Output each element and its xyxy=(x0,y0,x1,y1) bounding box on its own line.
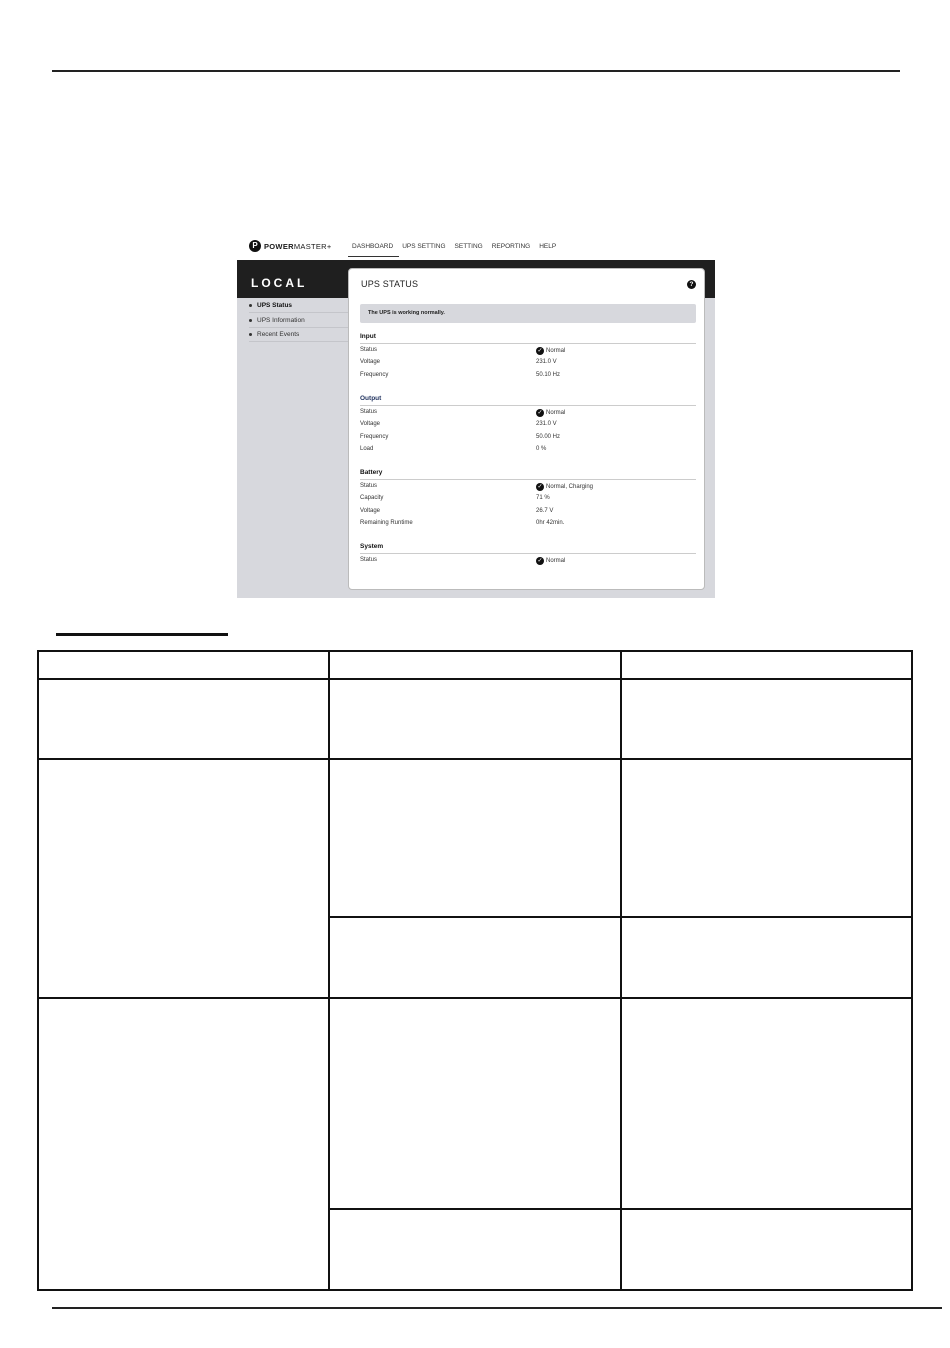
row-label: Status xyxy=(360,347,378,353)
row-value: 231.0 V xyxy=(536,359,557,366)
section-heading: Input xyxy=(360,333,696,344)
row-value: ✓ Normal xyxy=(537,558,566,564)
row-value: 0hr 42min. xyxy=(536,519,565,526)
data-row xyxy=(360,443,696,455)
section-heading: System xyxy=(360,543,696,554)
row-value: 50.00 Hz xyxy=(536,433,561,440)
data-row xyxy=(360,369,696,381)
row-label: Voltage xyxy=(360,421,381,428)
row-label: Frequency xyxy=(360,371,389,378)
powermaster-logo[interactable] xyxy=(249,240,332,252)
table-border-top xyxy=(37,650,913,652)
data-row xyxy=(360,505,696,517)
system-section xyxy=(360,543,696,566)
row-divider xyxy=(37,997,913,999)
row-value: 0 % xyxy=(536,445,547,452)
data-row xyxy=(360,356,696,368)
question-icon[interactable]: ? xyxy=(687,280,696,289)
column-divider xyxy=(328,650,330,1291)
powermaster-logo-icon: P xyxy=(249,240,261,252)
top-rule xyxy=(52,70,900,72)
row-value: 26.7 V xyxy=(536,507,554,514)
row-value: 231.0 V xyxy=(536,421,557,428)
row-value: ✓ Normal xyxy=(537,410,566,416)
bullet-icon xyxy=(249,333,252,336)
nav-reporting[interactable]: REPORTING xyxy=(491,243,531,250)
row-label: Load xyxy=(360,445,374,452)
section-heading: Battery xyxy=(360,469,696,480)
table-border-left xyxy=(37,650,39,1291)
battery-section xyxy=(360,469,696,529)
ups-status-panel xyxy=(348,268,705,590)
data-row xyxy=(360,431,696,443)
sidebar-title: LOCAL xyxy=(251,276,308,290)
section-heading: Output xyxy=(360,395,696,406)
row-label: Remaining Runtime xyxy=(360,519,413,526)
row-label: Status xyxy=(360,409,378,415)
nav-dashboard[interactable]: DASHBOARD xyxy=(350,243,400,257)
nav-menu xyxy=(350,243,563,257)
empty-table-grid xyxy=(37,650,913,1291)
sub-row-divider xyxy=(328,1208,913,1210)
nav-help[interactable]: HELP xyxy=(539,243,557,250)
table-border-bottom xyxy=(37,1289,913,1291)
row-label: Status xyxy=(360,483,378,489)
sidebar-item-ups-information[interactable] xyxy=(249,313,348,328)
bullet-icon xyxy=(249,319,252,322)
data-row xyxy=(360,344,696,356)
bullet-icon xyxy=(249,304,252,307)
check-circle-icon: ✓ xyxy=(537,484,543,490)
row-label: Voltage xyxy=(360,507,381,514)
data-row xyxy=(360,418,696,430)
sidebar-item-recent-events[interactable] xyxy=(249,327,348,342)
status-message: The UPS is working normally. xyxy=(360,304,696,323)
sidebar-item-label: UPS Information xyxy=(257,316,305,324)
row-value: ✓ Normal, Charging xyxy=(537,484,594,490)
column-divider xyxy=(620,650,622,1291)
check-circle-icon: ✓ xyxy=(537,558,543,564)
check-circle-icon: ✓ xyxy=(537,410,543,416)
sub-row-divider xyxy=(328,916,913,918)
nav-ups-setting[interactable]: UPS SETTING xyxy=(402,243,446,250)
input-section xyxy=(360,333,696,381)
data-row xyxy=(360,480,696,492)
sidebar xyxy=(237,298,348,598)
logo-text: POWERMASTER+ xyxy=(264,241,332,251)
nav-setting[interactable]: SETTING xyxy=(454,243,483,250)
row-value: ✓ Normal xyxy=(537,348,566,354)
data-row xyxy=(360,492,696,504)
sidebar-item-label: UPS Status xyxy=(257,301,293,309)
data-row xyxy=(360,554,696,566)
section-underline xyxy=(56,633,228,636)
data-row xyxy=(360,406,696,418)
row-value: 50.10 Hz xyxy=(536,371,561,378)
row-label: Status xyxy=(360,557,378,563)
row-value: 71 % xyxy=(536,495,550,502)
row-divider xyxy=(37,758,913,760)
table-border-right xyxy=(911,650,913,1291)
panel-title: UPS STATUS xyxy=(361,279,419,289)
output-section xyxy=(360,395,696,455)
row-label: Capacity xyxy=(360,495,384,502)
data-row xyxy=(360,517,696,529)
sidebar-item-ups-status[interactable] xyxy=(249,298,348,313)
ups-dashboard-screenshot xyxy=(237,232,715,598)
row-label: Voltage xyxy=(360,359,381,366)
check-circle-icon: ✓ xyxy=(537,348,543,354)
top-navigation xyxy=(237,232,715,260)
sidebar-item-label: Recent Events xyxy=(257,330,300,338)
bottom-rule xyxy=(52,1307,942,1309)
row-label: Frequency xyxy=(360,433,389,440)
header-row-divider xyxy=(37,678,913,680)
